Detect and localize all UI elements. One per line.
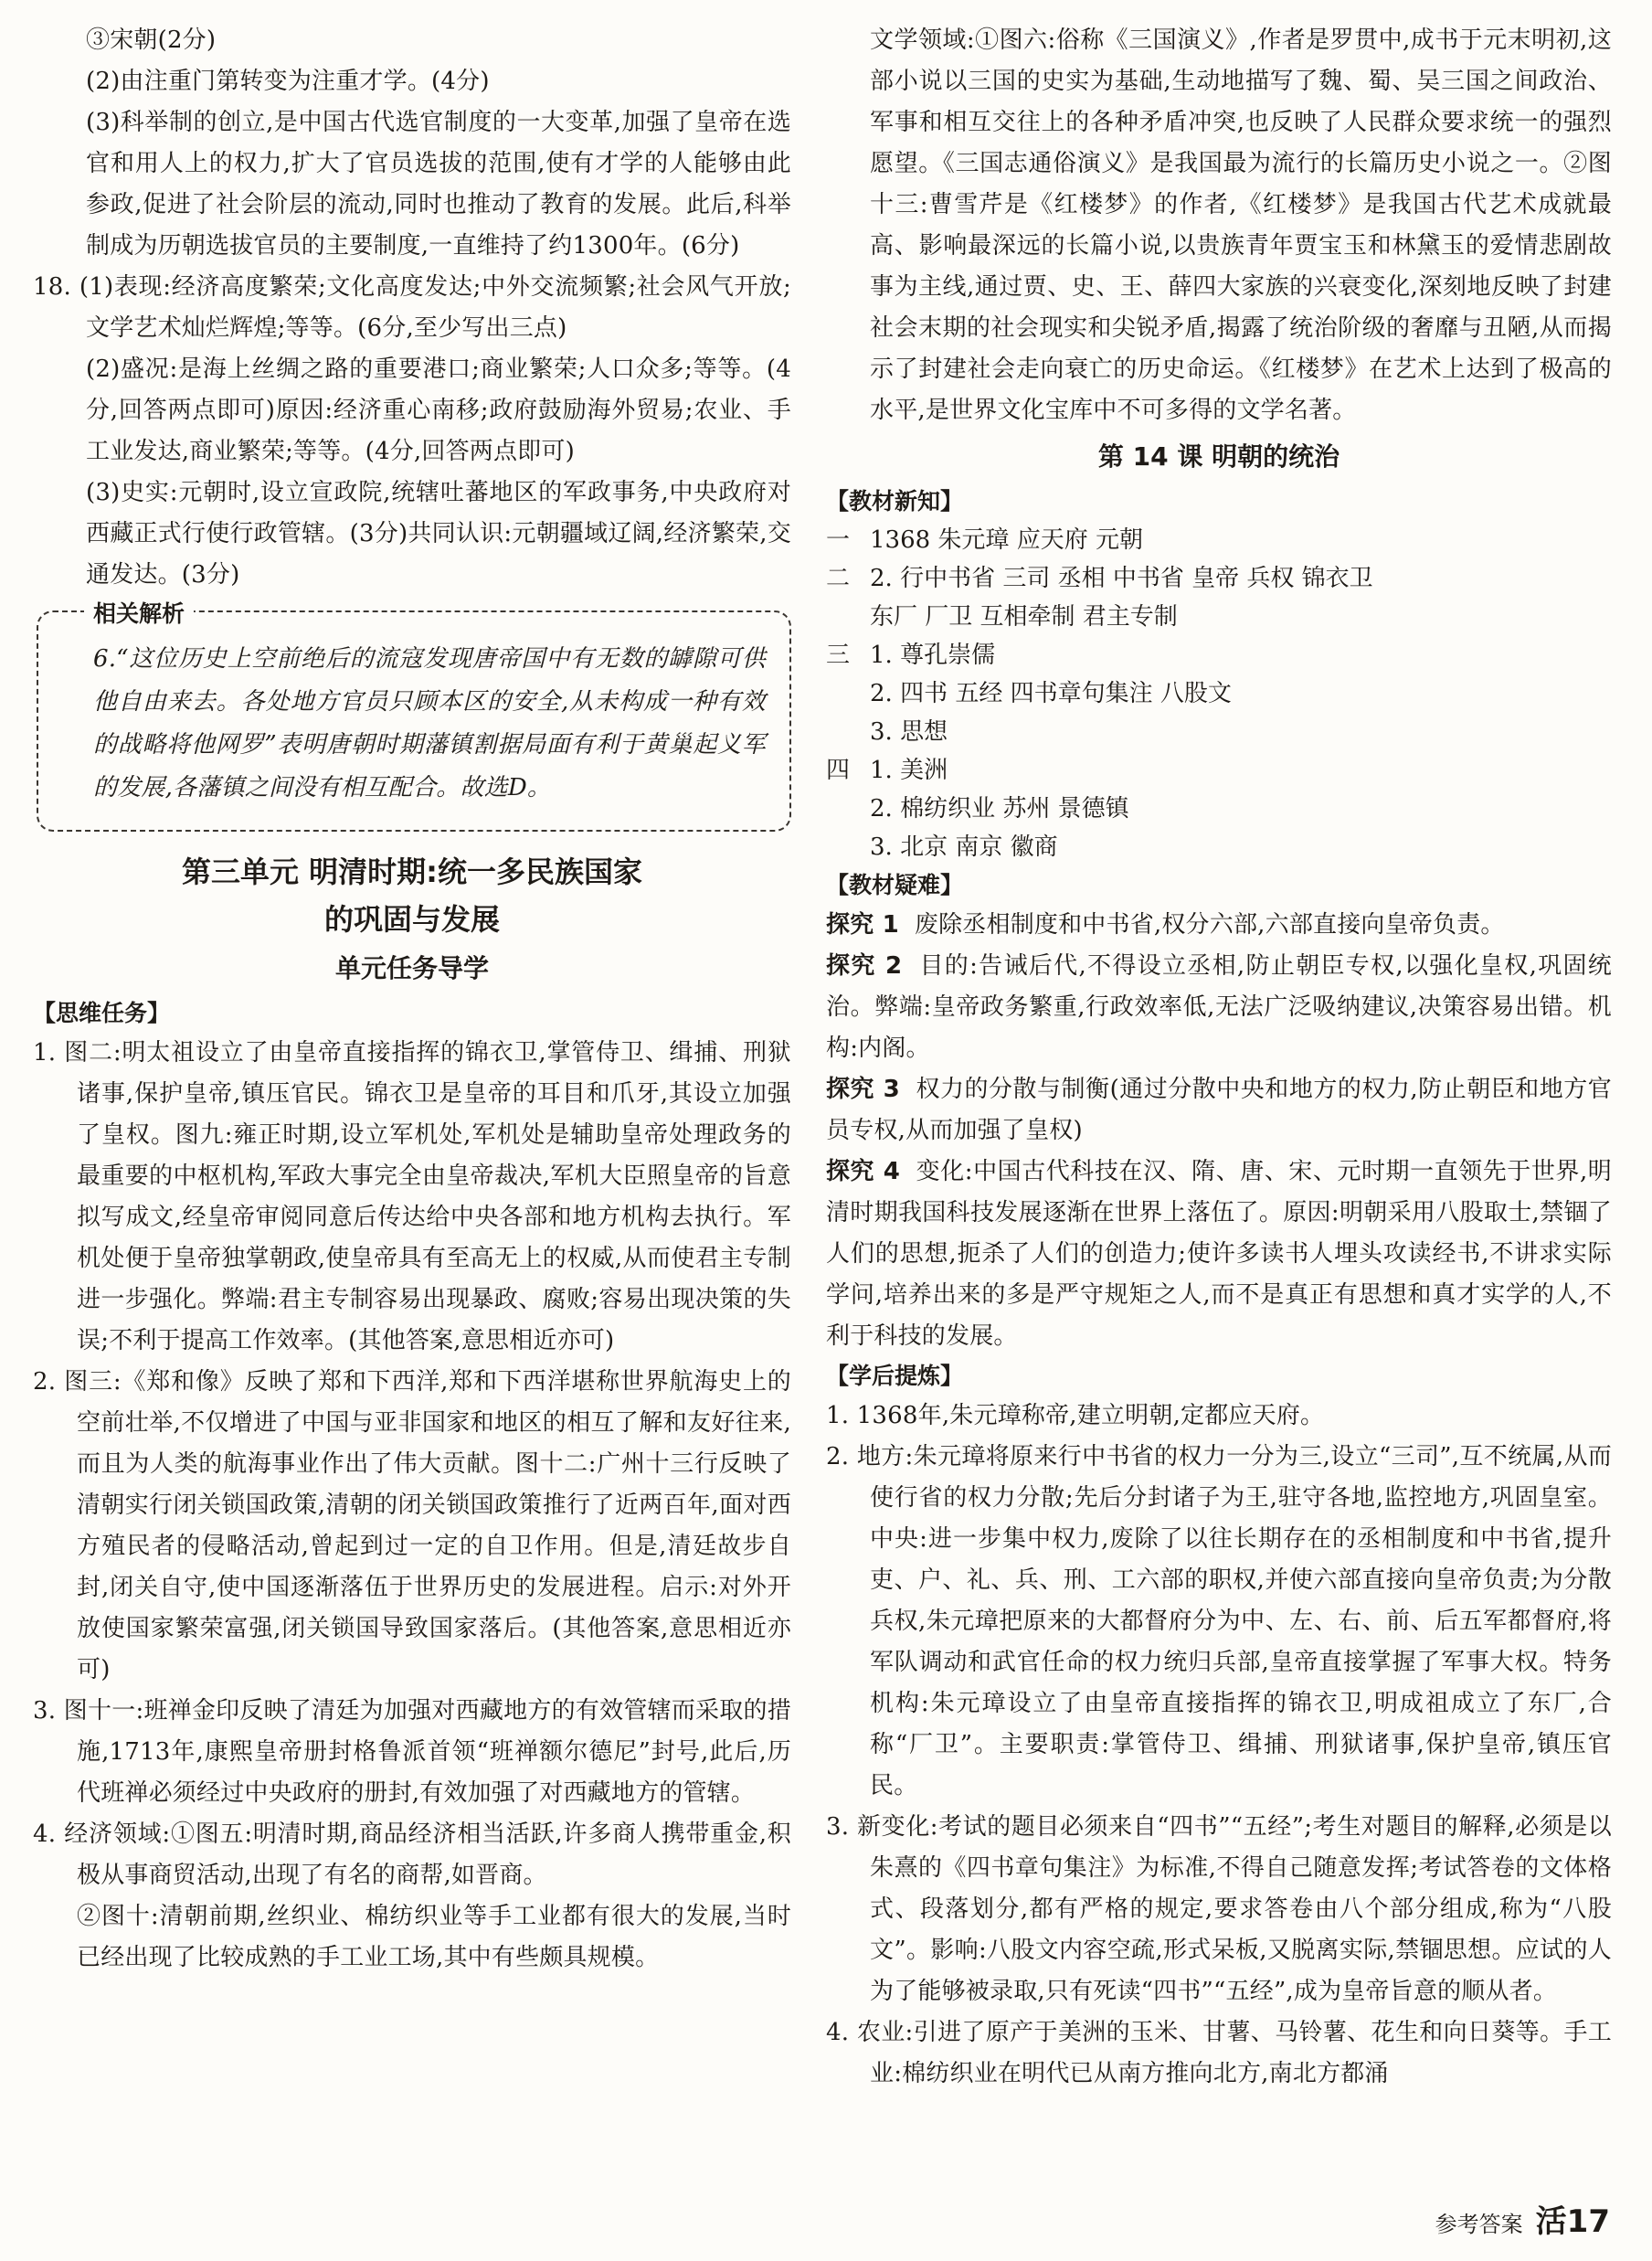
unit-title-line-1: 第三单元 明清时期:统一多民族国家 <box>182 855 642 889</box>
list-item: 3. 思想 <box>870 718 948 746</box>
list-item: 三 1. 尊孔崇儒 <box>826 642 996 669</box>
page-number: 活17 <box>1535 2203 1610 2240</box>
after-answer-3: 3. 新变化:考试的题目必须来自“四书”“五经”;考生对题目的解释,必须是以朱熹的《四书章句集注》为标准,不得自己随意发挥;考试答卷的文体格式、段落划分,都有严格的规定,要求答卷由八个部分组成,称为“八股文”。影响:八股文内容空疏,形式呆板,又脱离实际,禁锢思想。应试的人为了能够被录取,只有死读“四书”“五经”,成为皇帝旨意的顺从者。 <box>826 1813 1612 2005</box>
list-item: 2. 棉纺织业 苏州 景德镇 <box>870 795 1129 823</box>
left-column <box>33 20 791 1979</box>
answer-paragraph: (3)科举制的创立,是中国古代选官制度的一大变革,加强了皇帝在选官和用人上的权力,扩大了官员选拔的范围,使有才学的人能够由此参政,促进了社会阶层的流动,同时也推动了教育的发展。此后,科举制成为历朝选拔官员的主要制度,一直维持了约1300年。(6分) <box>86 109 791 260</box>
list-item: 一 1368 朱元璋 应天府 元朝 <box>826 526 1143 554</box>
task-answer-1: 1. 图二:明太祖设立了由皇帝直接指挥的锦衣卫,掌管侍卫、缉捕、刑狱诸事,保护皇帝,镇压官民。锦衣卫是皇帝的耳目和爪牙,其设立加强了皇权。图九:雍正时期,设立军机处,军机处是辅助皇帝处理政务的最重要的中枢机构,军政大事完全由皇帝裁决,军机大臣照皇帝的旨意拟写成文,经皇帝审阅同意后传达给中央各部和地方机构去执行。军机处便于皇帝独掌朝政,使皇帝具有至高无上的权威,从而使君主专制进一步强化。弊端:君主专制容易出现暴政、腐败;容易出现决策的失误;不利于提高工作效率。(其他答案,意思相近亦可) <box>33 1039 791 1354</box>
after-answer-4: 4. 农业:引进了原产于美洲的玉米、甘薯、马铃薯、花生和向日葵等。手工业:棉纺织业在明代已从南方推向北方,南北方都涌 <box>826 2019 1612 2087</box>
list-item: 四 1. 美洲 <box>826 757 948 784</box>
explore-2: 探究 2 目的:告诫后代,不得设立丞相,防止朝臣专权,以强化皇权,巩固统治。弊端:皇帝政务繁重,行政效率低,无法广泛吸纳建议,决策容易出错。机构:内阁。 <box>826 952 1612 1062</box>
task-answer-4-cont: ②图十:清朝前期,丝织业、棉纺织业等手工业都有很大的发展,当时已经出现了比较成熟的手工业工场,其中有些颇具规模。 <box>77 1903 791 1971</box>
explore-4: 探究 4 变化:中国古代科技在汉、隋、唐、宋、元时期一直领先于世界,明清时期我国科技发展逐渐在世界上落伍了。原因:明朝采用八股取士,禁锢了人们的思想,扼杀了人们的创造力;使许多读书人埋头攻读经书,不讲求实际学问,培养出来的多是严守规矩之人,而不是真正有思想和真才实学的人,不利于科技的发展。 <box>826 1158 1612 1350</box>
after-class-heading: 【学后提炼】 <box>826 1363 964 1389</box>
after-answer-1: 1. 1368年,朱元璋称帝,建立明朝,定都应天府。 <box>826 1402 1325 1429</box>
thinking-task-heading: 【思维任务】 <box>33 1000 171 1026</box>
answer-18-part-1: 18. (1)表现:经济高度繁荣;文化高度发达;中外交流频繁;社会风气开放;文学艺术灿烂辉煌;等等。(6分,至少写出三点) <box>33 273 791 342</box>
new-knowledge-heading: 【教材新知】 <box>826 488 964 515</box>
list-item: 东厂 厂卫 互相牵制 君主专制 <box>870 603 1178 631</box>
answer-18-part-2: (2)盛况:是海上丝绸之路的重要港口;商业繁荣;人口众多;等等。(4分,回答两点即可)原因:经济重心南移;政府鼓励海外贸易;农业、手工业发达,商业繁荣;等等。(4分,回答两点即可) <box>86 356 791 465</box>
list-item: 3. 北京 南京 徽商 <box>870 833 1058 861</box>
task-answer-2: 2. 图三:《郑和像》反映了郑和下西洋,郑和下西洋堪称世界航海史上的空前壮举,不仅增进了中国与亚非国家和地区的相互了解和友好往来,而且为人类的航海事业作出了伟大贡献。图十二:广州十三行反映了清朝实行闭关锁国政策,清朝的闭关锁国政策推行了近两百年,面对西方殖民者的侵略活动,曾起到过一定的自卫作用。但是,清廷故步自封,闭关自守,使中国逐渐落伍于世界历史的发展进程。启示:对外开放使国家繁荣富强,闭关锁国导致国家落后。(其他答案,意思相近亦可) <box>33 1368 791 1683</box>
task-answer-3: 3. 图十一:班禅金印反映了清廷为加强对西藏地方的有效管辖而采取的措施,1713年,康熙皇帝册封格鲁派首领“班禅额尔德尼”封号,此后,历代班禅必须经过中央政府的册封,有效加强了对西藏地方的管辖。 <box>33 1697 791 1807</box>
answer-line: ③宋朝(2分) <box>86 27 217 54</box>
related-analysis-tag: 相关解析 <box>84 596 194 629</box>
list-item: 二 2. 行中书省 三司 丞相 中书省 皇帝 兵权 锦衣卫 <box>826 565 1373 592</box>
page-footer <box>1435 2196 1610 2241</box>
lesson-title: 第 14 课 明朝的统治 <box>1097 441 1340 472</box>
answer-18-part-3: (3)史实:元朝时,设立宣政院,统辖吐蕃地区的军政事务,中央政府对西藏正式行使行政管辖。(3分)共同认识:元朝疆域辽阔,经济繁荣,交通发达。(3分) <box>86 479 791 589</box>
task-answer-4: 4. 经济领域:①图五:明清时期,商品经济相当活跃,许多商人携带重金,积极从事商贸活动,出现了有名的商帮,如晋商。 <box>33 1820 791 1889</box>
related-analysis-box <box>37 600 791 832</box>
after-answer-2: 2. 地方:朱元璋将原来行中书省的权力一分为三,设立“三司”,互不统属,从而使行省的权力分散;先后分封诸子为王,驻守各地,监控地方,巩固皇室。中央:进一步集中权力,废除了以往长期存在的丞相制度和中书省,提升吏、户、礼、兵、刑、工六部的职权,并使六部直接向皇帝负责;为分散兵权,朱元璋把原来的大都督府分为中、左、右、前、后五军都督府,将军队调动和武官任命的权力统归兵部,皇帝直接掌握了军事大权。特务机构:朱元璋设立了由皇帝直接指挥的锦衣卫,明成祖成立了东厂,合称“厂卫”。主要职责:掌管侍卫、缉捕、刑狱诸事,保护皇帝,镇压官民。 <box>826 1443 1612 1799</box>
list-item: 2. 四书 五经 四书章句集注 八股文 <box>870 680 1232 707</box>
explore-3: 探究 3 权力的分散与制衡(通过分散中央和地方的权力,防止朝臣和地方官员专权,从而加强了皇权) <box>826 1076 1612 1144</box>
new-knowledge-list <box>826 521 1612 866</box>
related-analysis-text: 6.“这位历史上空前绝后的流寇发现唐帝国中有无数的罅隙可供他自由来去。各处地方官员只顾本区的安全,从未构成一种有效的战略将他网罗”表明唐朝时期藩镇割据局面有利于黄巢起义军的发展,各藩镇之间没有相互配合。故选D。 <box>93 645 766 801</box>
right-column <box>826 20 1612 2095</box>
literature-answer: 文学领域:①图六:俗称《三国演义》,作者是罗贯中,成书于元末明初,这部小说以三国的史实为基础,生动地描写了魏、蜀、吴三国之间政治、军事和相互交往上的各种矛盾冲突,也反映了人民群众要求统一的强烈愿望。《三国志通俗演义》是我国最为流行的长篇历史小说之一。②图十三:曹雪芹是《红楼梦》的作者,《红楼梦》是我国古代艺术成就最高、影响最深远的长篇小说,以贵族青年贾宝玉和林黛玉的爱情悲剧故事为主线,通过贾、史、王、薛四大家族的兴衰变化,深刻地反映了封建社会末期的社会现实和尖锐矛盾,揭露了统治阶级的奢靡与丑陋,从而揭示了封建社会走向衰亡的历史命运。《红楼梦》在艺术上达到了极高的水平,是世界文化宝库中不可多得的文学名著。 <box>870 27 1612 424</box>
unit-title-line-2: 的巩固与发展 <box>323 902 500 937</box>
answer-line: (2)由注重门第转变为注重才学。(4分) <box>86 68 490 95</box>
explore-1: 探究 1 废除丞相制度和中书省,权分六部,六部直接向皇帝负责。 <box>826 911 1505 939</box>
unit-guide-title: 单元任务导学 <box>334 953 489 983</box>
difficulty-heading: 【教材疑难】 <box>826 872 964 898</box>
footer-label: 参考答案 <box>1435 2212 1523 2237</box>
